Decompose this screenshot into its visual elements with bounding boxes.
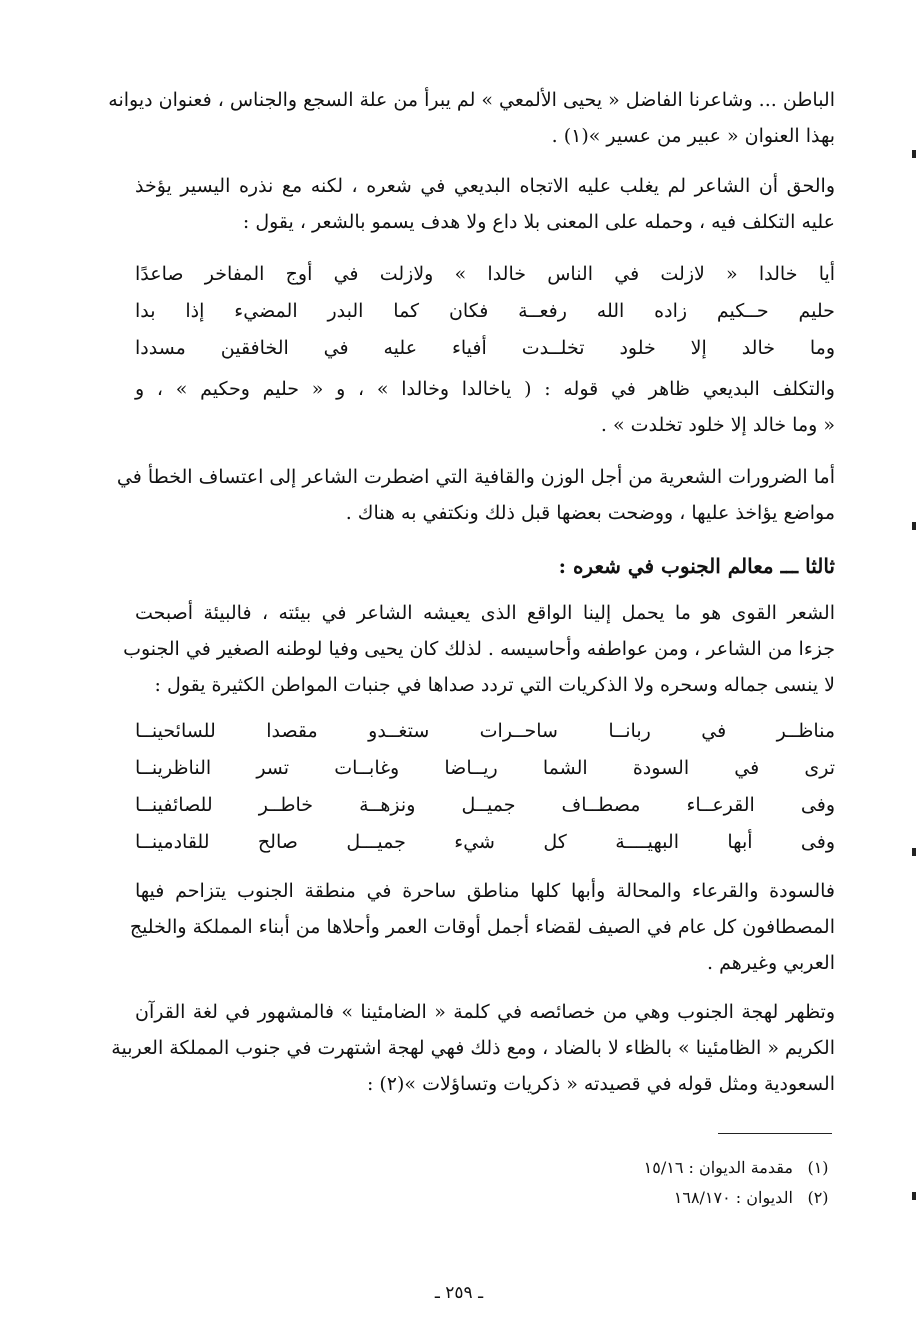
- verse-word: مناظــر: [776, 720, 836, 742]
- verse-word: ونزهــة: [359, 794, 416, 816]
- verse-word: رفعــة: [518, 300, 567, 322]
- verse-word: في: [614, 263, 640, 285]
- verse-word: عليه: [383, 337, 418, 359]
- verse-word: خاطــر: [258, 794, 313, 816]
- verse-word: إلا: [690, 337, 707, 359]
- footnote-separator: [718, 1133, 832, 1134]
- verse-word: حليم: [798, 300, 835, 322]
- verse-word: وفى: [800, 794, 836, 816]
- text-line: والحق أن الشاعر لم يغلب عليه الاتجاه البديعي في شعره ، لكنه مع نذره اليسير يؤخذ: [135, 175, 835, 197]
- verse-word: أيا: [818, 263, 836, 285]
- text-line: والتكلف البديعي ظاهر في قوله : ( ياخالدا وخالدا » ، و « حليم وحكيم » ، و: [135, 378, 835, 400]
- text-line: جزءا من الشاعر ، ومن عواطفه وأحاسيسه . لذلك كان يحيى وفيا لوطنه الصغير في الجنوب: [123, 638, 835, 660]
- verse-word: ريــاضا: [444, 757, 498, 779]
- scan-edge-mark: [912, 150, 916, 158]
- verse-line: [135, 750, 835, 787]
- footnote-1: [644, 1155, 838, 1181]
- scan-edge-mark: [912, 1192, 916, 1200]
- paragraph-1: [108, 82, 835, 154]
- verse-word: تسر: [256, 757, 290, 779]
- verse-word: خالدا: [758, 263, 798, 285]
- text-line: الكريم « الظامئينا » بالظاء لا بالضاد ، ومع ذلك فهي لهجة اشتهرت في جنوب المملكة العربية: [111, 1037, 835, 1059]
- text-line: « وما خالد إلا خلود تخلدت » .: [600, 414, 835, 436]
- footnote-2: [674, 1185, 838, 1211]
- verse-word: شيء: [454, 831, 495, 853]
- verse-word: القرعــاء: [686, 794, 755, 816]
- verse-word: كما: [393, 300, 420, 322]
- scan-edge-mark: [912, 522, 916, 530]
- verse-word: الله: [596, 300, 625, 322]
- verse-word: أفياء: [451, 337, 487, 359]
- verse-word: في: [333, 263, 359, 285]
- footnote-number: (٢): [807, 1188, 829, 1207]
- verse-word: تخلــدت: [521, 337, 585, 359]
- verse-word: للقادمينــا: [135, 831, 210, 853]
- footnote-text: مقدمة الديوان : ١٥/١٦: [643, 1158, 793, 1177]
- verse-word: ستغــدو: [368, 720, 430, 742]
- verse-line: [135, 787, 835, 824]
- verse-word: صالح: [257, 831, 298, 853]
- text-line: أما الضرورات الشعرية من أجل الوزن والقافية التي اضطرت الشاعر إلى اعتساف الخطأ في: [116, 466, 835, 488]
- verse-word: في: [701, 720, 727, 742]
- verse-line: [135, 330, 835, 367]
- verse-word: خالد: [741, 337, 775, 359]
- paragraph-3: [135, 371, 835, 443]
- verse-word: ربانــا: [608, 720, 651, 742]
- verse-word: فكان: [448, 300, 489, 322]
- verse-line: [135, 713, 835, 750]
- verse-word: ولازلت: [379, 263, 434, 285]
- verse-word: مقصدا: [266, 720, 318, 742]
- verse-word: كل: [543, 831, 567, 853]
- verse-line: [135, 256, 835, 293]
- text-line: عليه التكلف فيه ، وحمله على المعنى بلا داع ولا هدف يسمو بالشعر ، يقول :: [242, 211, 835, 233]
- verse-word: صاعدًا: [135, 263, 184, 285]
- verse-word: الخافقين: [220, 337, 289, 359]
- text-line: وتظهر لهجة الجنوب وهي من خصائصه في كلمة « الضامئينا » فالمشهور في لغة القرآن: [135, 1001, 835, 1023]
- text-line: لا ينسى جماله وسحره ولا الذكريات التي تردد صداها في جنبات المواطن الكثيرة يقول :: [154, 674, 835, 696]
- text-line: المصطافون كل عام في الصيف لقضاء أجمل أوقات العمر وأحلاها من أبناء المملكة والخليج: [129, 916, 835, 938]
- verse-word: جميـــل: [346, 831, 406, 853]
- verse-word: جميــل: [461, 794, 516, 816]
- text-line: الشعر القوى هو ما يحمل إلينا الواقع الذى يعيشه الشاعر في بيئته ، فالبيئة أصبحت: [135, 602, 835, 624]
- scan-edge-mark: [912, 848, 916, 856]
- verse-word: ترى: [804, 757, 836, 779]
- text-line: بهذا العنوان « عبير من عسير »(١) .: [551, 125, 835, 147]
- verse-line: [135, 293, 835, 330]
- verse-word: إذا: [185, 300, 205, 322]
- verse-word: وفى: [800, 831, 836, 853]
- paragraph-7: [111, 994, 835, 1102]
- verse-word: حــكيم: [716, 300, 769, 322]
- verse-word: المفاخر: [204, 263, 265, 285]
- paragraph-2: [135, 168, 835, 240]
- verse-word: بدا: [135, 300, 156, 322]
- footnote-number: (١): [807, 1158, 829, 1177]
- text-line: فالسودة والقرعاء والمحالة وأبها كلها مناطق ساحرة في منطقة الجنوب يتزاحم فيها: [135, 880, 835, 902]
- verse-word: خالدا »: [454, 263, 526, 285]
- verse-word: وغابــات: [334, 757, 400, 779]
- paragraph-4: [116, 459, 835, 531]
- paragraph-5: [123, 595, 835, 703]
- verse-word: الشما: [542, 757, 588, 779]
- paragraph-6: [129, 873, 835, 981]
- verse-word: في: [734, 757, 760, 779]
- page-number: ـ ٢٥٩ ـ: [434, 1283, 484, 1303]
- verse-word: للصائفينــا: [135, 794, 213, 816]
- footnote-text: الديوان : ١٦٨/١٧٠: [673, 1188, 793, 1207]
- verse-word: وما: [809, 337, 836, 359]
- verse-word: الناس: [547, 263, 594, 285]
- verse-word: السودة: [632, 757, 690, 779]
- verse-word: البدر: [327, 300, 364, 322]
- verse-word: أبها: [727, 831, 753, 853]
- verse-word: أوج: [285, 263, 313, 285]
- verse-line: [135, 824, 835, 861]
- section-heading: ثالثا ـــ معالم الجنوب في شعره :: [558, 554, 835, 578]
- verse-word: خلود: [619, 337, 656, 359]
- poem-verses-2: [135, 713, 835, 861]
- verse-word: في: [323, 337, 349, 359]
- verse-word: المضيء: [234, 300, 298, 322]
- verse-word: مصطــاف: [561, 794, 641, 816]
- text-line: مواضع يؤاخذ عليها ، ووضحت بعضها قبل ذلك ونكتفي به هناك .: [345, 502, 835, 524]
- poem-verses-1: [135, 256, 835, 367]
- verse-word: للسائحينــا: [135, 720, 216, 742]
- text-line: الباطن ... وشاعرنا الفاضل « يحيى الألمعي » لم يبرأ من علة السجع والجناس ، فعنوان ديوانه: [108, 89, 835, 111]
- verse-word: ساحــرات: [479, 720, 558, 742]
- verse-word: البهيــــة: [615, 831, 679, 853]
- verse-word: الناظرينــا: [135, 757, 212, 779]
- text-line: العربي وغيرهم .: [707, 952, 835, 974]
- verse-word: « لازلت: [660, 263, 738, 285]
- text-line: السعودية ومثل قوله في قصيدته « ذكريات وتساؤلات »(٢) :: [366, 1073, 835, 1095]
- verse-word: مسددا: [135, 337, 186, 359]
- verse-word: زاده: [654, 300, 688, 322]
